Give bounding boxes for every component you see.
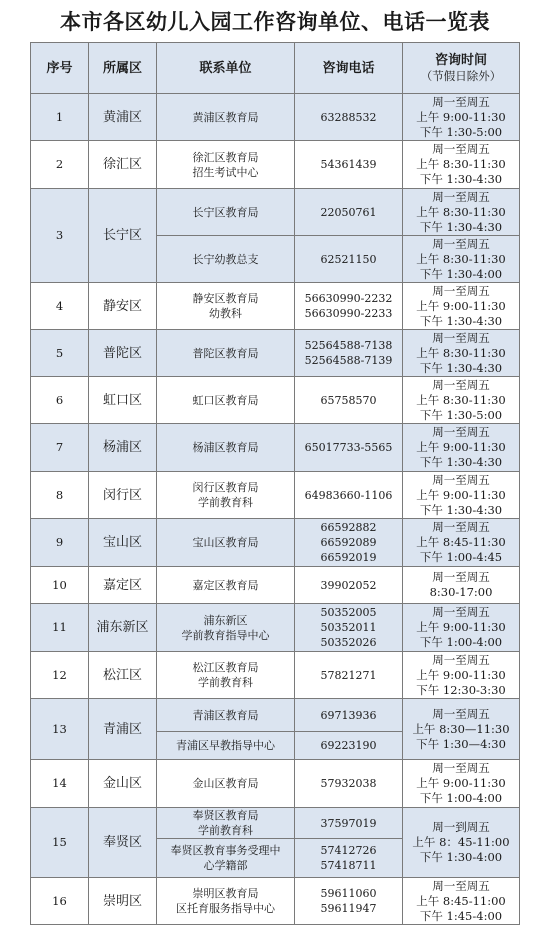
contact-phone xyxy=(295,732,403,760)
consult-hours-line: 上午 9:00-11:30 xyxy=(416,109,506,124)
contact-unit-line: 静安区教育局 xyxy=(192,292,259,305)
contact-unit xyxy=(157,472,295,519)
district-name: 浦东新区 xyxy=(89,604,157,652)
contact-phone-line: 57418711 xyxy=(320,859,377,872)
contact-unit-line: 金山区教育局 xyxy=(192,777,259,790)
table-row xyxy=(31,424,520,472)
consult-hours xyxy=(403,760,520,808)
contact-phone-line: 69223190 xyxy=(320,739,377,752)
table-row xyxy=(31,189,520,236)
contact-phone-line: 52564588-7138 xyxy=(304,339,393,352)
table-row xyxy=(31,567,520,604)
header-hours-note: （节假日除外） xyxy=(420,68,502,83)
contact-unit-line: 黄浦区教育局 xyxy=(192,110,259,124)
district-name: 青浦区 xyxy=(89,699,157,760)
row-number: 13 xyxy=(31,699,89,760)
district-name: 静安区 xyxy=(89,283,157,330)
table-row xyxy=(31,377,520,424)
consult-hours-line: 上午 9:00-11:30 xyxy=(416,440,506,454)
contact-unit-line: 杨浦区教育局 xyxy=(192,441,259,454)
consult-hours-line: 下午 1:30-5:00 xyxy=(419,124,503,139)
consult-hours-line: 下午 1:30—4:30 xyxy=(416,736,506,751)
contact-phone xyxy=(295,699,403,732)
consult-hours-line: 下午 1:30-4:00 xyxy=(419,266,503,281)
contact-phone-line: 63288532 xyxy=(320,110,377,124)
contact-unit-line: 学前教育指导中心 xyxy=(181,628,270,642)
contact-phone-line: 59611947 xyxy=(320,902,377,915)
contact-unit-line: 徐汇区教育局 xyxy=(192,150,259,164)
consult-hours-line: 上午 8:30-11:30 xyxy=(416,157,506,171)
contact-phone xyxy=(295,519,403,567)
contact-phone-line: 59611060 xyxy=(320,887,377,900)
district-name: 宝山区 xyxy=(89,519,157,567)
contact-phone-line: 57412726 xyxy=(320,844,377,857)
row-number: 7 xyxy=(31,424,89,472)
consult-hours-line: 上午 9:00-11:30 xyxy=(416,487,506,502)
table-row xyxy=(31,283,520,330)
contact-phone xyxy=(295,760,403,808)
consult-hours-line: 上午 8:45-11:00 xyxy=(416,893,506,908)
header-hours xyxy=(403,43,520,94)
contact-unit xyxy=(157,652,295,699)
contact-phone xyxy=(295,377,403,424)
consult-hours xyxy=(403,94,520,141)
contact-unit xyxy=(157,519,295,567)
consult-hours-line: 下午 1:00-4:00 xyxy=(419,791,503,805)
table-row xyxy=(31,808,520,839)
consult-hours xyxy=(403,141,520,189)
contact-phone-line: 69713936 xyxy=(320,708,377,722)
district-name: 徐汇区 xyxy=(89,141,157,189)
consult-hours xyxy=(403,424,520,472)
contact-unit-line: 学前教育科 xyxy=(198,496,253,509)
contact-unit-line: 奉贤区教育事务受理中 xyxy=(170,844,281,857)
contact-phone xyxy=(295,330,403,377)
contact-unit xyxy=(157,141,295,189)
consult-hours-line: 周一至周五 xyxy=(432,94,490,109)
consult-hours-line: 周一至周五 xyxy=(432,520,490,534)
consult-hours-line: 周一至周五 xyxy=(432,377,490,392)
district-name: 松江区 xyxy=(89,652,157,699)
contact-phone-line: 37597019 xyxy=(320,816,377,830)
table-row xyxy=(31,330,520,377)
header-hours-label: 咨询时间 xyxy=(434,52,487,68)
consult-hours xyxy=(403,604,520,652)
table-row xyxy=(31,519,520,567)
consult-hours-line: 上午 8:30-11:30 xyxy=(416,251,506,266)
contact-phone-line: 56630990-2232 xyxy=(304,292,393,305)
contact-unit-line: 青浦区早教指导中心 xyxy=(176,739,275,752)
district-name: 奉贤区 xyxy=(89,808,157,878)
district-name: 黄浦区 xyxy=(89,94,157,141)
contact-unit-line: 虹口区教育局 xyxy=(192,393,259,407)
table-row xyxy=(31,141,520,189)
row-number: 11 xyxy=(31,604,89,652)
contact-phone-line: 50352011 xyxy=(320,621,377,634)
consult-hours-line: 下午 1:30-5:00 xyxy=(419,407,503,422)
consult-hours-line: 上午 8:30-11:30 xyxy=(416,392,506,407)
consult-hours xyxy=(403,283,520,330)
consult-hours-line: 下午 1:30-4:30 xyxy=(419,360,503,375)
table-row xyxy=(31,699,520,732)
row-number: 9 xyxy=(31,519,89,567)
row-number: 8 xyxy=(31,472,89,519)
district-name: 虹口区 xyxy=(89,377,157,424)
contact-unit xyxy=(157,94,295,141)
contact-unit-line: 宝山区教育局 xyxy=(192,536,259,549)
contact-phone-line: 62521150 xyxy=(320,252,377,266)
consult-hours-line: 上午 9:00-11:30 xyxy=(416,776,506,790)
contact-phone-line: 22050761 xyxy=(320,205,377,219)
district-name: 闵行区 xyxy=(89,472,157,519)
row-number: 10 xyxy=(31,567,89,604)
row-number: 3 xyxy=(31,189,89,283)
consult-hours xyxy=(403,567,520,604)
table-row xyxy=(31,878,520,925)
contact-unit xyxy=(157,604,295,652)
contact-phone-line: 65758570 xyxy=(320,393,377,407)
contact-unit xyxy=(157,424,295,472)
contact-unit xyxy=(157,878,295,925)
contact-unit-line: 浦东新区 xyxy=(203,613,248,627)
header-district: 所属区 xyxy=(89,43,157,94)
district-name: 嘉定区 xyxy=(89,567,157,604)
row-number: 5 xyxy=(31,330,89,377)
contact-phone-line: 56630990-2233 xyxy=(304,307,393,320)
header-phone: 咨询电话 xyxy=(295,43,403,94)
consult-hours xyxy=(403,808,520,878)
contact-phone-line: 65017733-5565 xyxy=(304,441,393,454)
contact-unit xyxy=(157,236,295,283)
consult-hours-line: 周一至周五 xyxy=(432,570,490,584)
contact-phone xyxy=(295,236,403,283)
contact-unit-line: 长宁幼教总支 xyxy=(192,252,259,266)
consult-hours xyxy=(403,878,520,925)
consult-hours-line: 周一至周五 xyxy=(432,605,490,619)
header-unit: 联系单位 xyxy=(157,43,295,94)
page-title: 本市各区幼儿入园工作咨询单位、电话一览表 xyxy=(60,9,490,34)
consult-hours-line: 下午 1:30-4:30 xyxy=(419,455,503,469)
contact-unit-line: 长宁区教育局 xyxy=(192,205,259,219)
contact-phone-line: 54361439 xyxy=(320,158,377,171)
row-number: 4 xyxy=(31,283,89,330)
contact-phone-line: 39902052 xyxy=(320,578,377,592)
contact-unit-line: 松江区教育局 xyxy=(192,661,259,674)
contact-phone-line: 52564588-7139 xyxy=(304,354,393,367)
contact-unit xyxy=(157,760,295,808)
row-number: 2 xyxy=(31,141,89,189)
consult-hours-line: 周一至周五 xyxy=(432,706,490,721)
contact-phone xyxy=(295,94,403,141)
contact-phone xyxy=(295,472,403,519)
consult-hours-line: 周一至周五 xyxy=(432,425,490,439)
consult-hours-line: 下午 1:00-4:45 xyxy=(419,550,503,564)
district-name: 崇明区 xyxy=(89,878,157,925)
header-row xyxy=(31,43,520,94)
contact-phone xyxy=(295,567,403,604)
contact-unit xyxy=(157,283,295,330)
consult-hours-line: 下午 1:30-4:30 xyxy=(419,313,503,328)
contact-unit-line: 青浦区教育局 xyxy=(192,708,259,722)
district-name: 杨浦区 xyxy=(89,424,157,472)
contact-table xyxy=(30,42,520,925)
table-body xyxy=(31,94,520,925)
row-number: 15 xyxy=(31,808,89,878)
table-row xyxy=(31,760,520,808)
contact-unit-line: 学前教育科 xyxy=(198,676,253,689)
consult-hours xyxy=(403,377,520,424)
contact-unit xyxy=(157,808,295,839)
contact-phone xyxy=(295,189,403,236)
row-number: 12 xyxy=(31,652,89,699)
consult-hours-line: 下午 1:45-4:00 xyxy=(419,908,503,923)
contact-unit-line: 学前教育科 xyxy=(198,824,253,837)
consult-hours-line: 周一至周五 xyxy=(432,878,490,893)
contact-unit xyxy=(157,330,295,377)
contact-phone-line: 57821271 xyxy=(320,668,377,682)
consult-hours-line: 下午 12:30-3:30 xyxy=(416,682,506,697)
consult-hours-line: 8:30-17:00 xyxy=(429,585,493,599)
consult-hours-line: 上午 8:30—11:30 xyxy=(412,721,510,736)
consult-hours-line: 上午 9:00-11:30 xyxy=(416,620,506,634)
contact-phone xyxy=(295,141,403,189)
contact-unit xyxy=(157,189,295,236)
contact-phone xyxy=(295,839,403,878)
consult-hours-line: 周一至周五 xyxy=(432,189,490,204)
consult-hours xyxy=(403,472,520,519)
consult-hours xyxy=(403,519,520,567)
consult-hours-line: 下午 1:00-4:00 xyxy=(419,635,503,649)
consult-hours-line: 周一至周五 xyxy=(432,330,490,345)
contact-phone-line: 50352026 xyxy=(320,636,377,649)
consult-hours-line: 周一至周五 xyxy=(432,652,490,667)
contact-unit xyxy=(157,377,295,424)
consult-hours-line: 上午 9:00-11:30 xyxy=(416,298,506,313)
contact-unit xyxy=(157,732,295,760)
contact-unit xyxy=(157,567,295,604)
contact-phone-line: 66592882 xyxy=(320,521,377,534)
consult-hours-line: 下午 1:30-4:30 xyxy=(419,502,503,517)
contact-unit-line: 幼教科 xyxy=(209,307,242,320)
consult-hours-line: 周一至周五 xyxy=(432,761,490,775)
consult-hours-line: 周一至周五 xyxy=(432,142,490,156)
contact-unit-line: 嘉定区教育局 xyxy=(192,578,259,592)
contact-phone-line: 50352005 xyxy=(320,606,377,619)
contact-phone xyxy=(295,808,403,839)
contact-unit-line: 奉贤区教育局 xyxy=(192,809,259,822)
consult-hours xyxy=(403,236,520,283)
consult-hours xyxy=(403,189,520,236)
district-name: 普陀区 xyxy=(89,330,157,377)
contact-unit-line: 招生考试中心 xyxy=(192,165,259,179)
contact-unit xyxy=(157,839,295,878)
contact-unit-line: 普陀区教育局 xyxy=(192,346,259,360)
contact-phone-line: 66592019 xyxy=(320,551,377,564)
table-row xyxy=(31,604,520,652)
contact-phone xyxy=(295,604,403,652)
row-number: 14 xyxy=(31,760,89,808)
contact-phone-line: 66592089 xyxy=(320,536,377,549)
district-name: 金山区 xyxy=(89,760,157,808)
contact-phone xyxy=(295,878,403,925)
contact-unit-line: 区托育服务指导中心 xyxy=(176,902,275,915)
contact-phone xyxy=(295,652,403,699)
contact-unit-line: 崇明区教育局 xyxy=(192,887,259,900)
consult-hours-line: 上午 8:45-11:30 xyxy=(416,535,506,549)
consult-hours-line: 下午 1:30-4:30 xyxy=(419,219,503,234)
row-number: 6 xyxy=(31,377,89,424)
consult-hours-line: 上午 9:00-11:30 xyxy=(416,667,506,682)
table-row xyxy=(31,472,520,519)
consult-hours-line: 周一到周五 xyxy=(432,820,490,834)
contact-phone-line: 64983660-1106 xyxy=(304,488,393,502)
contact-phone-line: 57932038 xyxy=(320,777,377,790)
contact-unit-line: 心学籍部 xyxy=(203,859,248,872)
row-number: 16 xyxy=(31,878,89,925)
consult-hours-line: 下午 1:30-4:00 xyxy=(419,850,503,864)
header-no: 序号 xyxy=(31,43,89,94)
row-number: 1 xyxy=(31,94,89,141)
consult-hours-line: 周一至周五 xyxy=(432,236,490,251)
consult-hours-line: 上午 8:30-11:30 xyxy=(416,345,506,360)
table-row xyxy=(31,652,520,699)
consult-hours-line: 周一至周五 xyxy=(432,283,490,298)
consult-hours xyxy=(403,652,520,699)
contact-phone xyxy=(295,424,403,472)
consult-hours-line: 周一至周五 xyxy=(432,472,490,487)
district-name: 长宁区 xyxy=(89,189,157,283)
table-row xyxy=(31,94,520,141)
consult-hours-line: 上午 8：45-11:00 xyxy=(412,835,510,849)
consult-hours-line: 上午 8:30-11:30 xyxy=(416,204,506,219)
contact-unit xyxy=(157,699,295,732)
consult-hours xyxy=(403,699,520,760)
contact-phone xyxy=(295,283,403,330)
consult-hours-line: 下午 1:30-4:30 xyxy=(419,172,503,186)
contact-unit-line: 闵行区教育局 xyxy=(192,481,259,494)
consult-hours xyxy=(403,330,520,377)
